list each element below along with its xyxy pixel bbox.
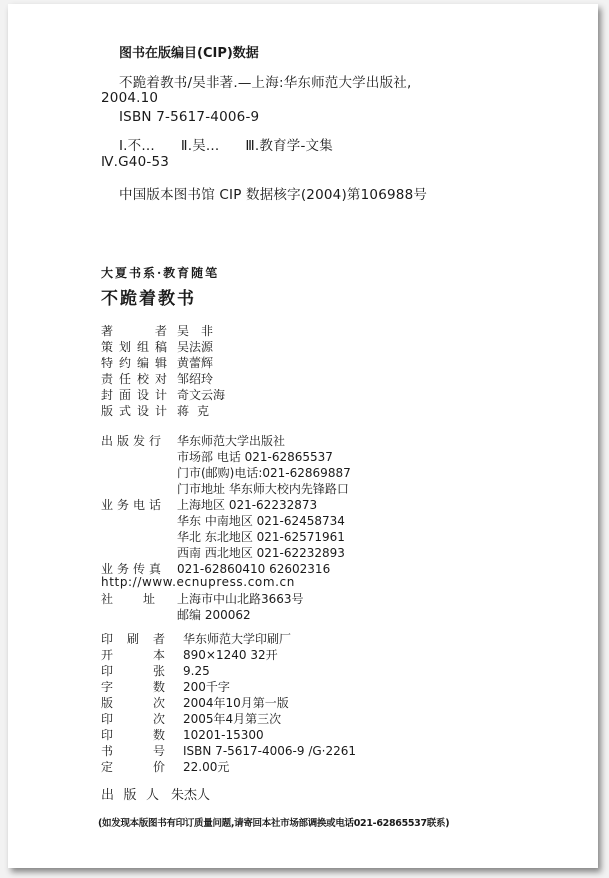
address-value: 上海市中山北路3663号 xyxy=(177,592,304,606)
address-row xyxy=(101,590,304,607)
print-label: 印刷者 xyxy=(101,632,165,646)
publisher-person-row xyxy=(101,784,210,803)
print-value: 2004年10月第一版 xyxy=(183,696,289,710)
credit-row xyxy=(101,338,213,355)
credit-row xyxy=(101,370,213,387)
credit-value: 奇文云海 xyxy=(177,388,226,402)
credit-label: 责任校对 xyxy=(101,372,167,386)
credit-row xyxy=(101,386,225,403)
cip-verification: 中国版本图书馆 CIP 数据核字(2004)第106988号 xyxy=(119,187,428,203)
address-label: 社址 xyxy=(101,592,155,606)
cip-entry-line: 不跪着教书/吴非著.—上海:华东师范大学出版社, xyxy=(119,75,412,91)
cip-class-item: Ⅲ.教育学-文集 xyxy=(245,138,333,154)
cip-title: 图书在版编目(CIP)数据 xyxy=(119,46,259,61)
print-row xyxy=(101,646,278,663)
print-value: ISBN 7-5617-4006-9 /G·2261 xyxy=(183,744,357,758)
print-row xyxy=(101,742,356,759)
publisher-name: 华东师范大学出版社 xyxy=(177,434,286,448)
print-row xyxy=(101,662,210,679)
business-phone-label: 业务电话 xyxy=(101,498,161,512)
quality-footnote: (如发现本版图书有印订质量问题,请寄回本社市场部调换或电话021-62865537联系) xyxy=(98,818,450,829)
business-phone-row xyxy=(101,496,317,513)
credit-label: 策划组稿 xyxy=(101,340,167,354)
cip-classification xyxy=(119,134,359,154)
print-value: 200千字 xyxy=(183,680,230,694)
print-label: 印次 xyxy=(101,712,165,726)
print-row xyxy=(101,630,291,647)
market-dept-phone: 市场部 电话 021-62865537 xyxy=(177,450,333,464)
copyright-page xyxy=(8,4,598,868)
print-value: 890×1240 32开 xyxy=(183,648,278,662)
print-value: 华东师范大学印刷厂 xyxy=(183,632,292,646)
credit-row xyxy=(101,354,213,371)
publisher-label: 出版发行 xyxy=(101,434,161,448)
print-row xyxy=(101,758,229,775)
print-value: 22.00元 xyxy=(183,760,230,774)
print-label: 书号 xyxy=(101,744,165,758)
postcode: 邮编 200062 xyxy=(177,608,251,622)
series-name: 大夏书系·教育随笔 xyxy=(101,266,220,280)
print-row xyxy=(101,694,289,711)
credit-value: 吴非 xyxy=(177,324,226,338)
publisher-person-label: 出版人 xyxy=(101,788,159,803)
credit-row xyxy=(101,402,217,419)
print-label: 开本 xyxy=(101,648,165,662)
business-phone-line: 西南 西北地区 021-62232893 xyxy=(177,546,345,560)
print-label: 定价 xyxy=(101,760,165,774)
print-value: 9.25 xyxy=(183,664,210,678)
website-link: http://www.ecnupress.com.cn xyxy=(101,575,295,589)
print-label: 印数 xyxy=(101,728,165,742)
cip-class-item: Ⅰ.不... xyxy=(119,138,155,154)
print-row xyxy=(101,726,264,743)
business-phone-line: 华东 中南地区 021-62458734 xyxy=(177,514,345,528)
business-phone-line: 华北 东北地区 021-62571961 xyxy=(177,530,345,544)
print-row xyxy=(101,710,281,727)
cip-isbn: ISBN 7-5617-4006-9 xyxy=(119,109,260,125)
fax-value: 021-62860410 62602316 xyxy=(177,562,331,576)
business-phone-line: 上海地区 021-62232873 xyxy=(177,498,318,512)
cip-class-number: Ⅳ.G40-53 xyxy=(101,154,170,170)
print-label: 印张 xyxy=(101,664,165,678)
cip-class-item: Ⅱ.吴... xyxy=(180,138,220,154)
publisher-person-name: 朱杰人 xyxy=(171,788,211,803)
print-row xyxy=(101,678,230,695)
print-label: 字数 xyxy=(101,680,165,694)
publisher-row xyxy=(101,432,285,449)
store-phone: 门市(邮购)电话:021-62869887 xyxy=(177,466,351,480)
credit-label: 版式设计 xyxy=(101,404,167,418)
print-label: 版次 xyxy=(101,696,165,710)
print-value: 2005年4月第三次 xyxy=(183,712,282,726)
store-address: 门市地址 华东师大校内先锋路口 xyxy=(177,482,349,496)
credit-row xyxy=(101,322,225,339)
print-value: 10201-15300 xyxy=(183,728,264,742)
credit-value: 邹绍玲 xyxy=(177,372,214,386)
fax-label: 业务传真 xyxy=(101,562,161,576)
credit-label: 封面设计 xyxy=(101,388,167,402)
credit-value: 吴法源 xyxy=(177,340,214,354)
credit-value: 蒋克 xyxy=(177,404,218,418)
book-title: 不跪着教书 xyxy=(101,289,196,309)
cip-entry-date: 2004.10 xyxy=(101,90,159,106)
credit-label: 特约编辑 xyxy=(101,356,167,370)
credit-label: 著者 xyxy=(101,324,167,338)
credit-value: 黄蕾辉 xyxy=(177,356,214,370)
